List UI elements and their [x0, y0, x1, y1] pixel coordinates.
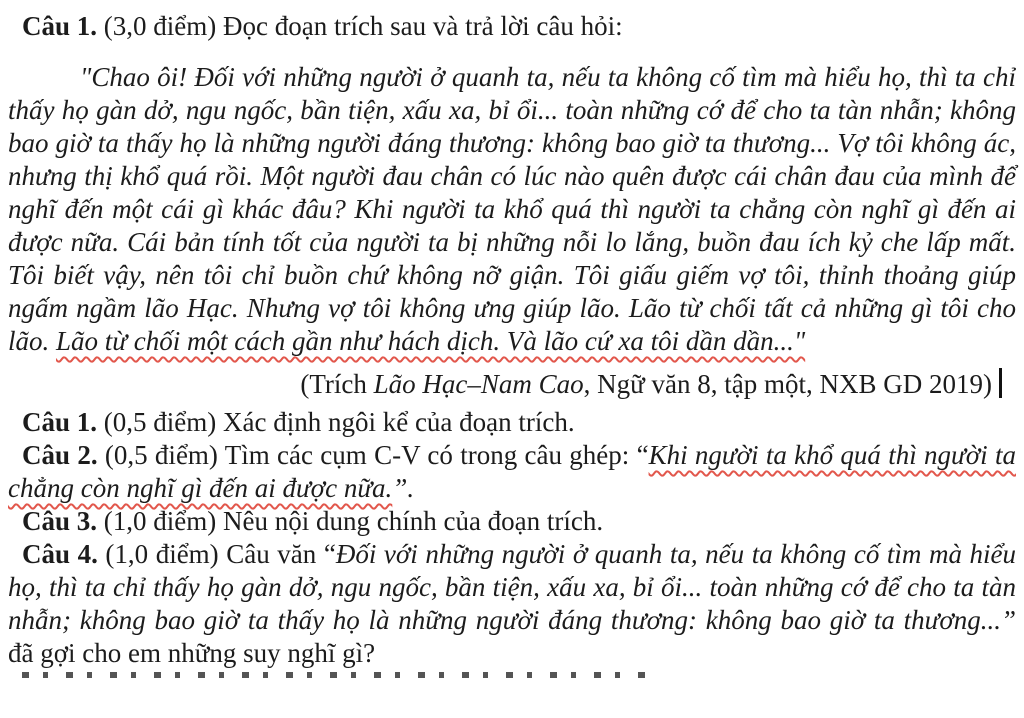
- excerpt-body: "Chao ôi! Đối với những người ở quanh ta, nếu ta không cố tìm mà hiểu họ, thì ta chỉ thấy họ gàn dở, ngu ngốc, bần tiện, xấu xa, bỉ ổi... toàn những cớ để cho ta tàn nhẫn; không bao giờ ta thấy họ là những người đáng thương: không bao giờ ta thương... Vợ tôi không ác, nhưng thị khổ quá rồi. Một người đau chân có lúc nào quên được cái chân đau của mình để nghĩ đến một cái gì khác đâu? Khi người ta khổ quá thì người ta chẳng còn nghĩ gì đến ai được nữa. Cái bản tính tốt của người ta bị những nỗi lo lắng, buồn đau ích kỷ che lấp mất. Tôi biết vậy, nên tôi chỉ buồn chứ không nỡ giận. Tôi giấu giếm vợ tôi, thỉnh thoảng giúp ngấm ngầm lão Hạc. Nhưng vợ tôi không ưng giúp lão. Lão từ chối tất cả những gì tôi cho lão.: [8, 62, 1016, 356]
- cropped-bottom-line-artifact: [22, 672, 652, 678]
- question-2-close: ”.: [392, 473, 415, 503]
- question-4-quoted-sentence: Đối với những người ở quanh ta, nếu ta không cố tìm mà hiểu họ, thì ta chỉ thấy họ gàn dở, ngu ngốc, bần tiện, xấu xa, bỉ ổi... toàn những cớ để cho ta tàn nhẫn; không bao giờ ta thấy họ là những người đáng thương: không bao giờ ta thương...”: [8, 539, 1016, 635]
- excerpt-paragraph: [8, 61, 1016, 358]
- question-1-text: (0,5 điểm) Xác định ngôi kể của đoạn trích.: [97, 407, 575, 437]
- question-3: [8, 505, 1016, 538]
- question-2: [8, 439, 1016, 505]
- citation-line: [8, 364, 1016, 404]
- excerpt-spellchecked-tail: Lão từ chối một cách gần như hách dịch. Và lão cứ xa tôi dần dần...": [56, 326, 806, 356]
- question-4-label: Câu 4.: [22, 539, 98, 569]
- question-1-label: Câu 1.: [22, 407, 98, 437]
- question-2-text: (0,5 điểm) Tìm các cụm C-V có trong câu ghép: “: [97, 440, 649, 470]
- citation-work-title: Lão Hạc–Nam Cao: [373, 369, 584, 399]
- question-4-text: (1,0 điểm) Câu văn “: [97, 539, 336, 569]
- question-1: [8, 406, 1016, 439]
- question-4: [8, 538, 1016, 670]
- question-main-label: Câu 1.: [22, 11, 98, 41]
- question-2-quoted-clause: Khi người ta khổ quá thì người ta chẳng còn nghĩ gì đến ai được nữa.: [8, 440, 1016, 503]
- question-3-label: Câu 3.: [22, 506, 98, 536]
- citation-rest: , Ngữ văn 8, tập một, NXB GD 2019): [583, 369, 992, 399]
- text-cursor: [999, 368, 1002, 398]
- question-4-close: đã gợi cho em những suy nghĩ gì?: [8, 638, 376, 668]
- question-main-text: (3,0 điểm) Đọc đoạn trích sau và trả lời câu hỏi:: [97, 11, 623, 41]
- question-2-label: Câu 2.: [22, 440, 98, 470]
- citation-open: (Trích: [300, 369, 374, 399]
- question-3-text: (1,0 điểm) Nêu nội dung chính của đoạn trích.: [97, 506, 604, 536]
- question-main-heading: [8, 10, 1016, 43]
